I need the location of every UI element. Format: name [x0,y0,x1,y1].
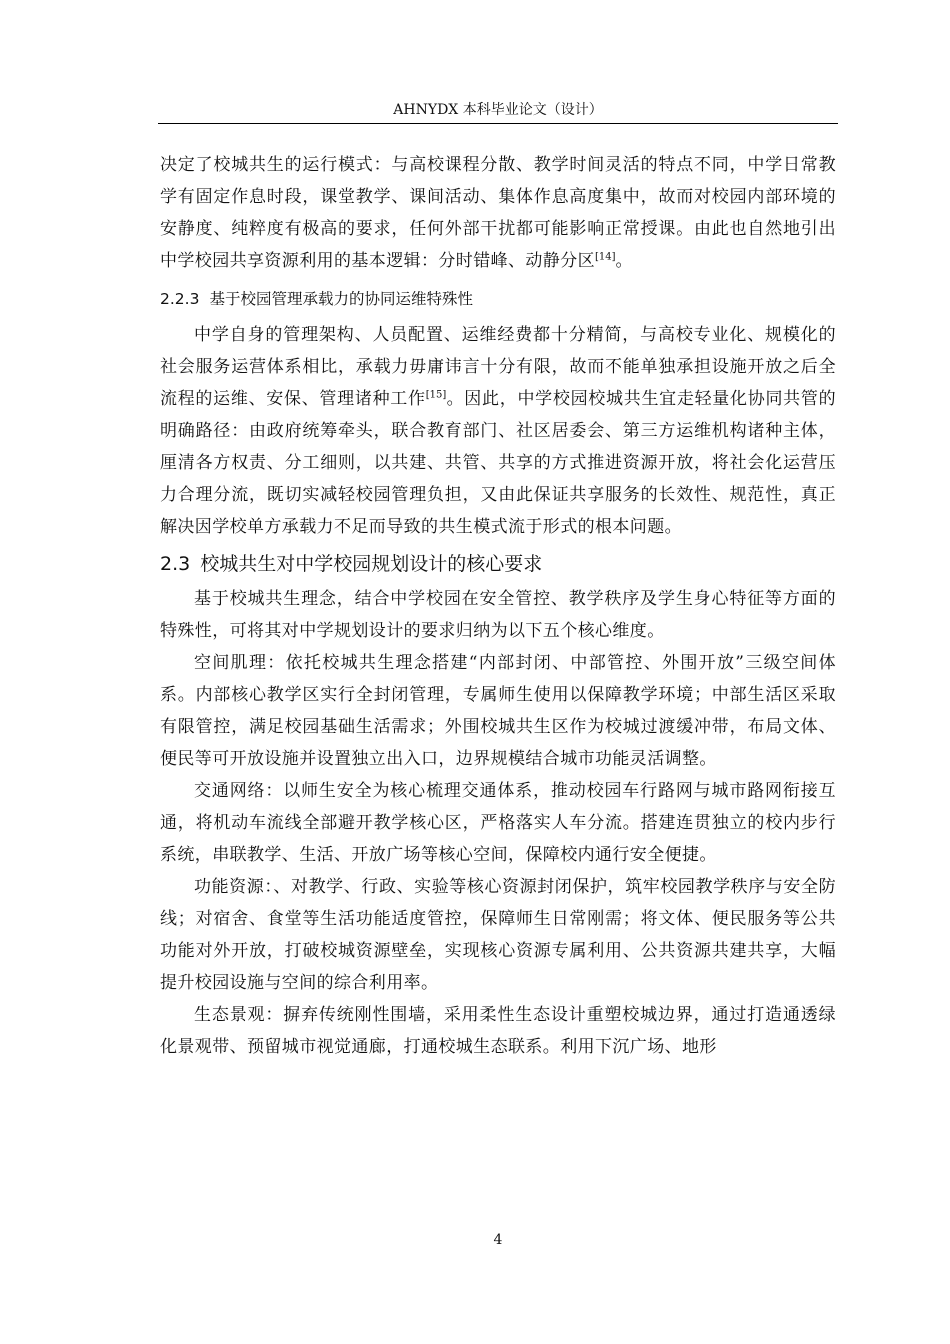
section-number: 2.2.3 [160,290,200,308]
paragraph-spatial: 空间肌理：依托校城共生理念搭建“内部封闭、中部管控、外围开放”三级空间体系。内部核心教学区实行全封闭管理，专属师生使用以保障教学环境；中部生活区采取有限管控，满足校园基础生活需求；外围校城共生区作为校城过渡缓冲带，布局文体、便民等可开放设施并设置独立出入口，边界规模结合城市功能灵活调整。 [160,653,836,769]
paragraph-end: 。 [615,251,633,271]
citation-ref: [15] [425,389,447,401]
paragraph-traffic: 交通网络：以师生安全为核心梳理交通体系，推动校园车行路网与城市路网衔接互通，将机动车流线全部避开教学核心区，严格落实人车分流。搭建连贯独立的校内步行系统，串联教学、生活、开放广场等核心空间，保障校内通行安全便捷。 [160,781,836,865]
page-number: 4 [493,1232,503,1248]
paragraph-text: 中学自身的管理架构、人员配置、运维经费都十分精简，与高校专业化、规模化的社会服务运营体系相比，承载力毋庸讳言十分有限，故而不能单独承担设施开放之后全流程的运维、安保、管理诸种工作 [160,325,836,409]
section-heading-2-2-3 [160,286,836,312]
section-title: 校城共生对中学校园规划设计的核心要求 [200,553,543,575]
paragraph-intro: 基于校城共生理念，结合中学校园在安全管控、教学秩序及学生身心特征等方面的特殊性，可将其对中学规划设计的要求归纳为以下五个核心维度。 [160,589,836,641]
paragraph-function: 功能资源：、对教学、行政、实验等核心资源封闭保护，筑牢校园教学秩序与安全防线；对宿舍、食堂等生活功能适度管控，保障师生日常刚需；将文体、便民服务等公共功能对外开放，打破校城资源壁垒，实现核心资源专属利用、公共资源共建共享，大幅提升校园设施与空间的综合利用率。 [160,877,836,993]
paragraph-text: 。因此，中学校园校城共生宜走轻量化协同共管的明确路径：由政府统筹牵头，联合教育部门、社区居委会、第三方运维机构诸种主体，厘清各方权责、分工细则，以共建、共管、共享的方式推进资源开放，将社会化运营压力合理分流，既切实减轻校园管理负担，又由此保证共享服务的长效性、规范性，真正解决因学校单方承载力不足而导致的共生模式流于形式的根本问题。 [160,389,836,537]
paragraph-management [160,319,836,543]
page-header: AHNYDX 本科毕业论文（设计） [393,102,603,118]
header-rule [158,123,838,124]
section-number: 2.3 [160,553,191,575]
section-title: 基于校园管理承载力的协同运维特殊性 [209,290,473,308]
citation-ref: [14] [595,251,616,263]
paragraph-text: 决定了校城共生的运行模式：与高校课程分散、教学时间灵活的特点不同，中学日常教学有固定作息时段，课堂教学、课间活动、集体作息高度集中，故而对校园内部环境的安静度、纯粹度有极高的要求，任何外部干扰都可能影响正常授课。由此也自然地引出中学校园共享资源利用的基本逻辑：分时错峰、动静分区 [160,155,836,271]
paragraph-continuation [160,149,836,277]
section-heading-2-3 [160,549,836,579]
page-body [160,149,836,1063]
paragraph-ecology: 生态景观：摒弃传统刚性围墙，采用柔性生态设计重塑校城边界，通过打造通透绿化景观带、预留城市视觉通廊，打通校城生态联系。利用下沉广场、地形 [160,1005,836,1057]
